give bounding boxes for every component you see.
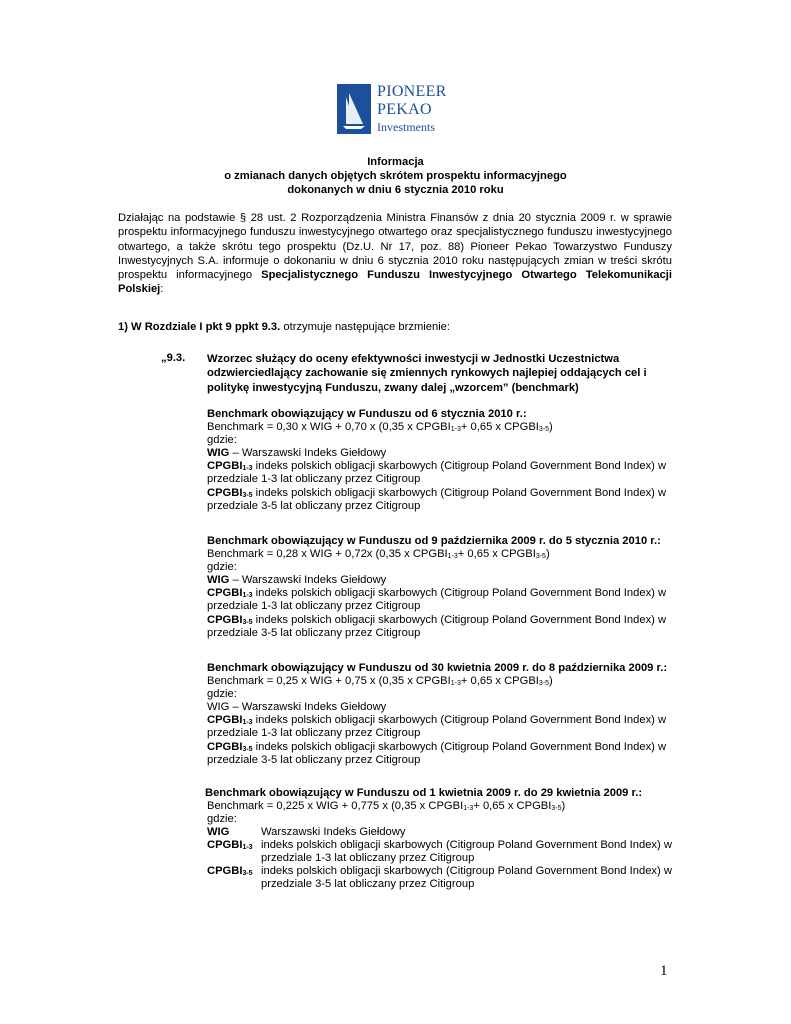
pioneer-pekao-logo xyxy=(337,84,457,134)
benchmark-block-3 xyxy=(207,662,672,767)
cpgbi13-desc: indeks polskich obligacji skarbowych (Citigroup Poland Government Bond Index) w przedziale 1-3 lat obliczany przez Citigroup xyxy=(207,587,667,613)
wig-desc: – Warszawski Indeks Giełdowy xyxy=(229,574,387,587)
formula-sub: 3-5 xyxy=(538,426,550,434)
page-number: 1 xyxy=(660,963,668,979)
desc-cpgbi35: indeks polskich obligacji skarbowych (Citigroup Poland Government Bond Index) w przedziale 3-5 lat obliczany przez Citigroup xyxy=(261,865,672,891)
formula-part: + 0,65 x CPGBI xyxy=(457,548,536,561)
formula-sub: 1-3 xyxy=(450,426,461,434)
cpgbi35-term: $CPGBI_{3-5}$ xyxy=(207,740,253,753)
cpgbi35-term: $CPGBI_{3-5}$ xyxy=(207,486,253,499)
benchmark-formula xyxy=(205,800,670,813)
section-1-heading xyxy=(118,320,450,334)
cpgbi13-definition xyxy=(207,460,672,486)
definition-row-cpgbi13 xyxy=(207,839,672,865)
formula-sub: 3-5 xyxy=(535,553,546,561)
formula-part: ) xyxy=(545,548,550,561)
benchmark-formula xyxy=(207,548,672,561)
intro-end: : xyxy=(160,283,164,296)
section-1-bold: 1) W Rozdziale I pkt 9 ppkt 9.3. xyxy=(118,321,281,333)
section-1-rest: otrzymuje następujące brzmienie: xyxy=(280,321,451,333)
term-cpgbi35: $CPGBI_{3-5}$ xyxy=(207,865,253,878)
gdzie-label: gdzie: xyxy=(207,813,237,826)
benchmark-heading: Benchmark obowiązujący w Funduszu od 9 października 2009 r. do 5 stycznia 2010 r.: xyxy=(207,535,661,547)
benchmark-formula xyxy=(207,675,672,688)
definitions-table xyxy=(207,826,672,891)
logo-wordmark xyxy=(377,84,447,133)
intro-paragraph xyxy=(118,211,672,297)
wig-definition: WIG – Warszawski Indeks Giełdowy xyxy=(207,701,387,714)
wig-term: WIG xyxy=(207,574,230,587)
formula-sub: 1-3 xyxy=(463,805,474,813)
wzorzec-text: Wzorzec służący do oceny efektywności inwestycji w Jednostki Uczestnictwa odzwierciedlający zachowanie się zmiennych rynkowych najlepiej oddających cel i politykę inwestycyjną Funduszu, zwany dalej „wzorcem” (benchmark) xyxy=(207,353,647,394)
formula-part: Benchmark = 0,225 x WIG + 0,775 x (0,35 x CPGBI xyxy=(207,800,464,813)
point-number: „9.3. xyxy=(161,352,186,364)
cpgbi13-term: $CPGBI_{1-3}$ xyxy=(207,587,253,600)
gdzie-label: gdzie: xyxy=(207,688,237,701)
definition-row-wig xyxy=(207,826,672,839)
formula-sub: 3-5 xyxy=(538,680,550,688)
formula-sub: 3-5 xyxy=(551,805,562,813)
logo-line-3: Investments xyxy=(377,120,435,134)
benchmark-block-4 xyxy=(205,787,670,826)
gdzie-label: gdzie: xyxy=(207,434,237,447)
cpgbi35-desc: indeks polskich obligacji skarbowych (Citigroup Poland Government Bond Index) w przedziale 3-5 lat obliczany przez Citigroup xyxy=(207,486,667,512)
cpgbi35-desc: indeks polskich obligacji skarbowych (Citigroup Poland Government Bond Index) w przedziale 3-5 lat obliczany przez Citigroup xyxy=(207,740,667,766)
formula-sub: 1-3 xyxy=(447,553,458,561)
formula-part: + 0,65 x CPGBI xyxy=(460,421,539,434)
desc-cpgbi13: indeks polskich obligacji skarbowych (Citigroup Poland Government Bond Index) w przedziale 1-3 lat obliczany przez Citigroup xyxy=(261,839,672,865)
formula-part: + 0,65 x CPGBI xyxy=(460,675,539,688)
formula-part: ) xyxy=(561,800,566,813)
cpgbi35-definition xyxy=(207,487,672,513)
wig-definition xyxy=(207,447,672,460)
benchmark-formula xyxy=(207,421,672,434)
wig-term: WIG xyxy=(207,447,230,460)
logo-line-2: PEKAO xyxy=(377,101,432,118)
cpgbi13-definition xyxy=(207,714,672,740)
benchmark-block-2 xyxy=(207,535,672,640)
definition-row-cpgbi35 xyxy=(207,865,672,891)
doc-title-line-2: o zmianach danych objętych skrótem prospektu informacyjnego xyxy=(224,170,567,182)
formula-part: ) xyxy=(549,421,553,434)
benchmark-heading: Benchmark obowiązujący w Funduszu od 30 kwietnia 2009 r. do 8 października 2009 r.: xyxy=(207,662,668,674)
cpgbi13-definition xyxy=(207,587,672,613)
cpgbi35-desc: indeks polskich obligacji skarbowych (Citigroup Poland Government Bond Index) w przedziale 3-5 lat obliczany przez Citigroup xyxy=(207,613,667,639)
wig-definition xyxy=(207,574,672,587)
doc-title-line-1: Informacja xyxy=(367,156,424,168)
cpgbi13-desc: indeks polskich obligacji skarbowych (Citigroup Poland Government Bond Index) w przedziale 1-3 lat obliczany przez Citigroup xyxy=(207,460,667,486)
gdzie-label: gdzie: xyxy=(207,561,237,574)
wig-desc: – Warszawski Indeks Giełdowy xyxy=(229,447,387,460)
formula-part: ) xyxy=(549,675,553,688)
cpgbi13-term: $CPGBI_{1-3}$ xyxy=(207,714,253,727)
logo-line-1: PIONEER xyxy=(377,83,447,100)
benchmark-heading: Benchmark obowiązujący w Funduszu od 6 stycznia 2010 r.: xyxy=(207,408,527,420)
doc-title-line-3: dokonanych w dniu 6 stycznia 2010 roku xyxy=(287,184,504,196)
formula-part: Benchmark = 0,28 x WIG + 0,72x (0,35 x CPGBI xyxy=(207,548,448,561)
term-wig: WIG xyxy=(207,826,230,838)
formula-part: + 0,65 x CPGBI xyxy=(473,800,552,813)
ship-logo-icon xyxy=(337,84,371,134)
term-cpgbi13: $CPGBI_{1-3}$ xyxy=(207,839,253,852)
benchmark-block-1 xyxy=(207,408,672,513)
desc-wig: Warszawski Indeks Giełdowy xyxy=(261,826,406,838)
cpgbi35-definition xyxy=(207,741,672,767)
formula-sub: 1-3 xyxy=(450,680,461,688)
cpgbi35-term: $CPGBI_{3-5}$ xyxy=(207,613,253,626)
cpgbi35-definition xyxy=(207,614,672,640)
formula-part: Benchmark = 0,25 x WIG + 0,75 x (0,35 x CPGBI xyxy=(207,675,451,688)
cpgbi13-term: $CPGBI_{1-3}$ xyxy=(207,460,253,473)
intro-text: Działając na podstawie § 28 ust. 2 Rozporządzenia Ministra Finansów z dnia 20 stycznia 2009 r. w sprawie prospektu informacyjnego funduszu inwestycyjnego otwartego oraz specjalistycznego funduszu inwestycyjnego otwartego, a także skrótu tego prospektu (Dz.U. Nr 17, poz. 88) Pioneer Pekao Towarzystwo Funduszy Inwestycyjnych S.A. informuje o dokonaniu w dniu 6 stycznia 2010 roku następujących zmian w treści skrótu prospektu informacyjnego xyxy=(118,212,672,282)
fund-name: Specjalistycznego Funduszu Inwestycyjnego Otwartego Telekomunikacji Polskiej xyxy=(118,269,672,296)
benchmark-heading: Benchmark obowiązujący w Funduszu od 1 kwietnia 2009 r. do 29 kwietnia 2009 r.: xyxy=(205,787,643,799)
formula-part: Benchmark = 0,30 x WIG + 0,70 x (0,35 x CPGBI xyxy=(207,421,451,434)
cpgbi13-desc: indeks polskich obligacji skarbowych (Citigroup Poland Government Bond Index) w przedziale 1-3 lat obliczany przez Citigroup xyxy=(207,714,667,740)
